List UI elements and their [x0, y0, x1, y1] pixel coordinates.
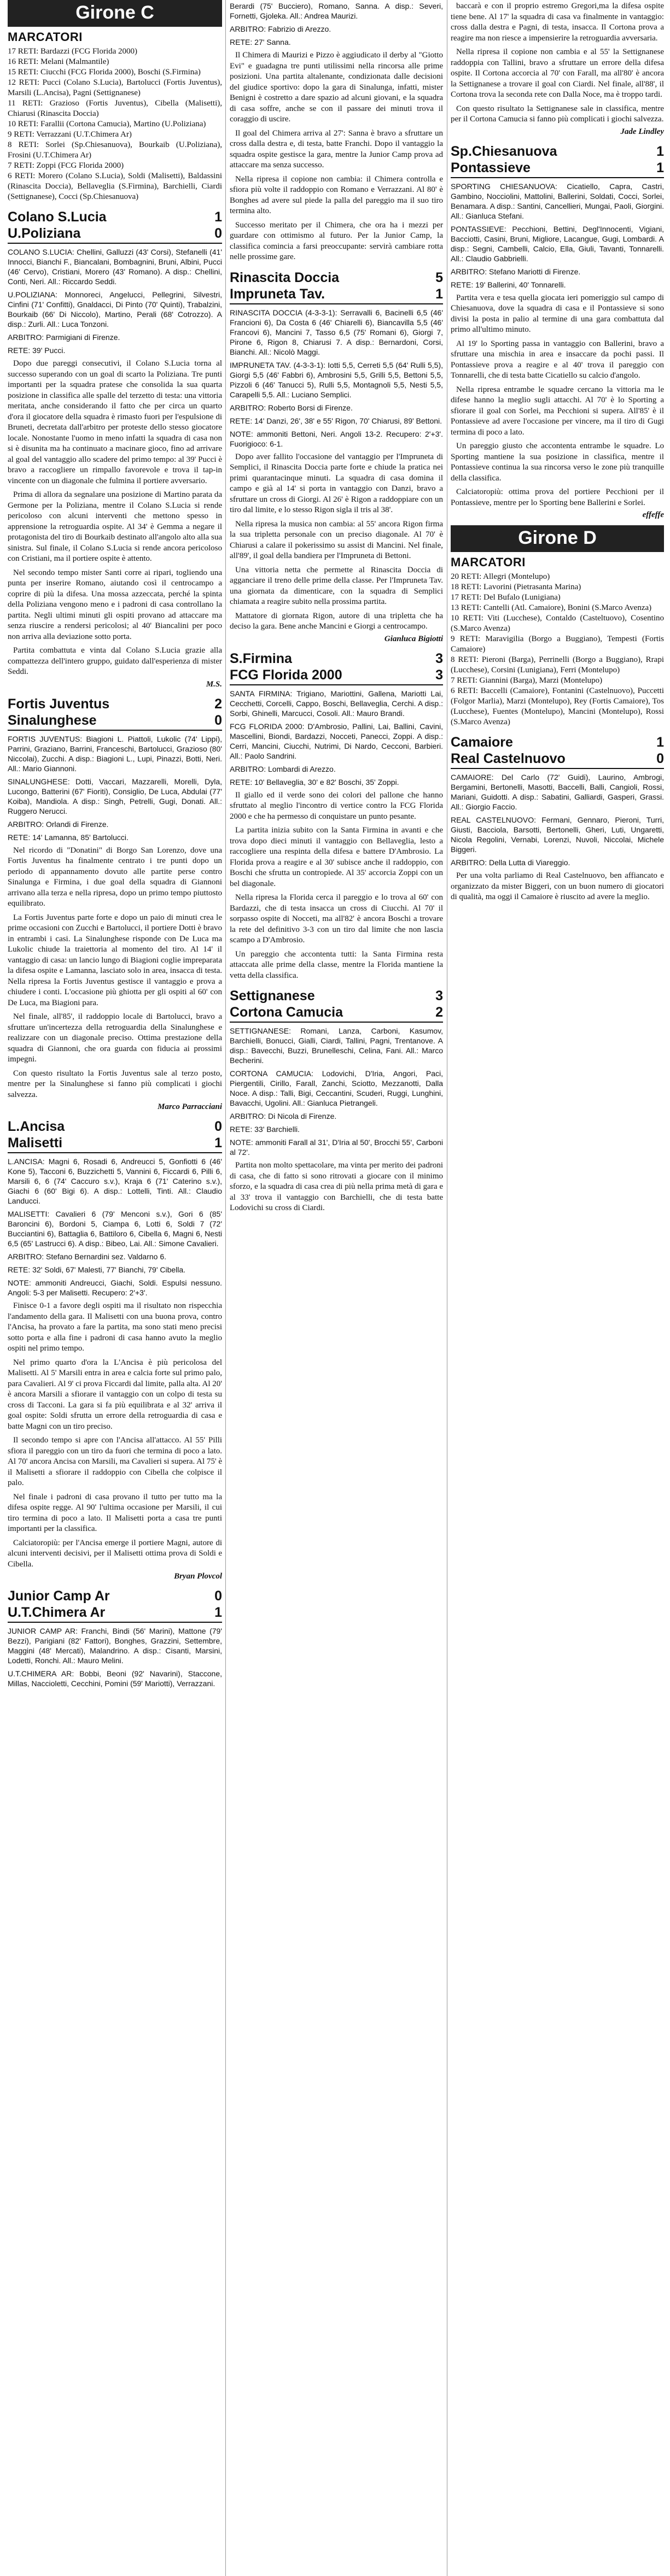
away-team-row [8, 225, 222, 244]
goals: RETE: 32' Soldi, 67' Malesti, 77' Bianchi, 79' Cibella. [8, 1265, 186, 1274]
home-lineup: JUNIOR CAMP AR: Franchi, Bindi (56' Marini), Mattone (79' Bezzi), Parigiani (82' Fattori), Bonghes, Grazzini, Settembre, Maggini (48' Mercati), Malandrino. A disp.: Cisanti, Marsini, Lodetti, Ronchi. All.: Mauro Melini. [8, 1627, 222, 1665]
away-score: 1 [214, 1135, 222, 1151]
marcatori-item: 18 RETI: Lavorini (Pietrasanta Marina) [451, 583, 581, 591]
home-lineup: RINASCITA DOCCIA (4-3-3-1): Serravalli 6, Bacinelli 6,5 (46' Francioni 6), Da Costa 6 (46' Chiarelli 6), Biancavilla 5,5 (46' Francovi 6), Mancini 7, Tasso 6,5 (75' Romani 6), Giorgi 7, Pirone 6, Rigon 8, Chiarusi 7. A disp.: Bernardoni, Corsi, Bianchi. All.: Nicolò Maggi. [230, 308, 443, 356]
away-team-row [451, 160, 664, 178]
home-score: 5 [435, 269, 443, 285]
author-signature: M.S. [206, 679, 222, 689]
report-paragraph: Un pareggio giusto che accontenta entrambe le squadre. Lo Sporting mantiene la sua posizione in classifica, mentre il Pontassieve continua la sua rincorsa verso le zone più tranquille della classifica. [451, 442, 664, 483]
report-paragraph: Per una volta parliamo di Real Castelnuovo, ben affiancato e organizzato da mister Biggeri, con un buon numero di giocatori di qualità, ma oggi il Camaiore è riuscito ad avere la meglio. [451, 871, 664, 901]
home-team: Fortis Juventus [8, 696, 110, 712]
home-score: 2 [214, 696, 222, 712]
away-team: Cortona Camucia [230, 1005, 343, 1020]
home-score: 1 [656, 735, 664, 750]
home-team-row [230, 650, 443, 667]
column-middle [230, 0, 443, 2576]
home-team-row [8, 209, 222, 225]
referee: ARBITRO: Orlandi di Firenze. [8, 819, 109, 829]
marcatori-item: 12 RETI: Pucci (Colano S.Lucia), Bartolucci (Fortis Juventus), Marsili (L.Ancisa), Pagni (Settignanese) [8, 78, 222, 97]
away-lineup: U.POLIZIANA: Monnoreci, Angelucci, Pellegrini, Silvestri, Cinfini (71' Confitti), Gnaldacci, Di Pinto (70' Quinti), Trabalzini, Bourkaib (66' Di Niccolo), Martino, Perali (68' Cotrozzo). A disp.: Zurli. All.: Luca Tonzoni. [8, 290, 222, 328]
report-paragraph: Nel finale i padroni di casa provano il tutto per tutto ma la difesa ospite regge. Al 90' l'ultima occasione per Marsili, il cui tiro termina di poco a lato. Il Malisetti porta a casa tre punti importanti per la classifica. [8, 1492, 222, 1533]
report-paragraph: Partita combattuta e vinta dal Colano S.Lucia grazie alla compattezza dell'intero gruppo, guidato dall'esperienza di mister Seddi. [8, 646, 222, 676]
goals: RETE: 39' Pucci. [8, 346, 66, 355]
marcatori-item: 11 RETI: Grazioso (Fortis Juventus), Cibella (Malisetti), Chiarusi (Rinascita Doccia) [8, 99, 222, 118]
home-lineup: SETTIGNANESE: Romani, Lanza, Carboni, Kasumov, Barchielli, Bonucci, Gialli, Ciardi, Tallini, Pagni, Trentanove. A disp.: Bavecchi, Buzzi, Brunelleschi, Celina, Fani. All.: Marco Becherini. [230, 1026, 443, 1065]
away-lineup: CORTONA CAMUCIA: Lodovichi, D'Iria, Angori, Paci, Piergentili, Cirillo, Farall, Zanchi, Sciotto, Mezzanotti, Dalla Noce. A disp.: Talli, Bigi, Ceccantini, Scuderi, Ruggi, Lunghini, Bavacchi, Ugolini. All.: Gianluca Pietrangeli. [230, 1069, 443, 1107]
match-report [230, 650, 443, 982]
away-team-row [230, 667, 443, 685]
referee: ARBITRO: Lombardi di Arezzo. [230, 764, 336, 773]
away-team: Sinalunghese [8, 712, 97, 728]
goals: RETE: 10' Bellaveglia, 30' e 82' Boschi, 35' Zoppi. [230, 777, 399, 787]
marcatori-title: MARCATORI [8, 30, 83, 44]
report-paragraph: Nella ripresa la musica non cambia: al 55' ancora Rigon firma la sua tripletta personale con un preciso diagonale. Al 70' è Chiarusi a calare il pokerissimo su assist di Mancini. Nel finale, all'89', il goal della bandiera per l'Impruneta di Bettoni. [230, 519, 443, 560]
home-team-row [451, 734, 664, 750]
marcatori-item: 8 RETI: Pieroni (Barga), Perrinelli (Borgo a Buggiano), Rrapi (Lucchese), Corsini (Lunigiana), Ferri (Montelupo) [451, 655, 664, 674]
goals: RETE: 19' Ballerini, 40' Tonnarelli. [451, 280, 566, 289]
away-lineup: IMPRUNETA TAV. (4-3-3-1): Iotti 5,5, Cerreti 5,5 (64' Rulli 5,5), Giorgi 5,5 (46' Fabbri 6), Ambrosini 5,5, Grilli 5,5, Bettoni 5,5, Pizzoli 6 (46' Tanucci 5), Rulli 5,5, Montagnoli 5,5, Nesti 5,5, Carapelli 5,5. All.: Luciano Semplici. [230, 360, 443, 399]
home-team: Colano S.Lucia [8, 209, 107, 225]
home-lineup: SANTA FIRMINA: Trigiano, Mariottini, Gallena, Mariotti Lai, Cecchetti, Corcelli, Cappo, Boschi, Bellaveglia, Cerchi. A disp.: Sorbi, Ghinelli, Marcucci, Cosoli. All.: Mauro Brandi. [230, 689, 443, 718]
author-signature: Jade Lindley [620, 127, 664, 136]
report-paragraph: Dopo due pareggi consecutivi, il Colano S.Lucia torna al successo superando con un goal di scarto la Poliziana. Tre punti importanti per la squadra pratese che consolida la sua quarta posizione in classifica alle spalle del terzetto di testa: una vittoria meritata, anche considerando il fatto che per circa un quarto d'ora il giocatore della squadra è rimasto fuori per l'espulsione di Bruneti, decretata dall'arbitro per proteste dello stesso giocatore locale. Nonostante l'uomo in meno infatti la squadra di casa non si è disunita ma ha continuato a macinare gioco, fino ad arrivare al goal del vantaggio allo scadere del primo tempo: al 39' Pucci è bravo a raccogliere un rimpallo favorevole e trova il tap-in vincente con un diagonale che fulmina il portiere avversario. [8, 359, 222, 485]
report-paragraph: Il secondo tempo si apre con l'Ancisa all'attacco. Al 55' Pilli sfiora il pareggio con un tiro da fuori che termina di poco a lato. Al 70' ancora Ancisa con Marsili, ma Cavalieri si supera. Al 75' è il Malisetti a sfiorare il raddoppio con Cibella che colpisce il palo. [8, 1436, 222, 1487]
report-paragraph: Calciatoropiù: ottima prova del portiere Pecchioni per il Pontassieve, mentre per lo Sporting bene Ballerini e Sorlei. [451, 488, 664, 507]
referee: ARBITRO: Roberto Borsi di Firenze. [230, 403, 353, 412]
home-team: Sp.Chiesanuova [451, 143, 557, 159]
column-divider [225, 0, 226, 2576]
home-score: 0 [214, 1119, 222, 1134]
column-right [451, 0, 664, 2576]
home-score: 3 [435, 650, 443, 666]
girone-banner: Girone C [8, 0, 222, 27]
match-notes: NOTE: ammoniti Andreucci, Giachi, Soldi. Espulsi nessuno. Angoli: 5-3 per Malisetti. Recupero: 2'+3'. [8, 1278, 222, 1297]
report-paragraph: Partita non molto spettacolare, ma vinta per merito dei padroni di casa, che di fatto si sono ritrovati a giocare con il minimo sforzo, e la squadra di casa crea di più nella prima metà di gara e al 33' trova il vantaggio con Barchielli, che di testa batte Lodovichi su cross di Ciardi. [230, 1161, 443, 1212]
goals: RETE: 14' Lamanna, 85' Bartolucci. [8, 832, 129, 842]
match-report [8, 1588, 222, 1688]
away-team: Impruneta Tav. [230, 286, 325, 302]
away-score: 1 [214, 1605, 222, 1620]
marcatori-item: 7 RETI: Giannini (Barga), Marzi (Montelupo) [451, 676, 603, 685]
lineup-continued: Berardi (75' Bucciero), Romano, Sanna. A disp.: Severi, Fornetti, Gjoleka. All.: Andrea Maurizi. [230, 2, 443, 20]
report-paragraph: Nella ripresa il copione non cambia e al 55' la Settignanese raddoppia con Tallini, bravo a sfruttare un errore della difesa ospite. Il Cortona accorcia al 70' con Farall, ma all'80' è ancora la Settignanese a trovare il goal con Ciardi. Nel finale, all'88', il Cortona trova la seconda rete con Dalla Noce, ma è troppo tardi. [451, 48, 664, 99]
author-signature: effeffe [642, 510, 664, 519]
away-lineup: SINALUNGHESE: Dotti, Vaccari, Mazzarelli, Morelli, Dyla, Lucongo, Batterini (67' Fioriti), Consiglio, De Luca, Abdulai (77' Koiba), Mandiola. A disp.: Singh, Petrelli, Gugi, Donati. All.: Ruggero Nerucci. [8, 777, 222, 815]
home-team: L.Ancisa [8, 1119, 65, 1134]
report-paragraph: La Fortis Juventus parte forte e dopo un paio di minuti crea le prime occasioni con Zucchi e Bartolucci, il portiere Dotti è bravo in entrambi i casi. La Sinalunghese risponde con De Luca ma Lukolic chiude la traiettoria al momento del tiro. Al 14' il vantaggio di casa: un lancio lungo di Biagioni coglie impreparata la difesa ospite e Lamanna, lasciato solo in area, insacca di testa. Nella ripresa la Fortis Juventus gestisce il vantaggio e prova a chiudere i conti. L'occasione più ghiotta per gli ospiti al 60' con De Luca, ma Biagioni para. [8, 913, 222, 1007]
away-team: U.Poliziana [8, 226, 81, 241]
match-report [230, 269, 443, 644]
author-signature: Bryan Plovcol [174, 1572, 222, 1581]
home-team: Settignanese [230, 988, 315, 1004]
report-paragraph: Un pareggio che accontenta tutti: la Santa Firmina resta attaccata alle prime della classe, mentre la Florida mantiene la vetta della classifica. [230, 949, 443, 980]
away-team-row [230, 1004, 443, 1023]
away-team-row [8, 1604, 222, 1623]
report-paragraph: Al 19' lo Sporting passa in vantaggio con Ballerini, bravo a sfruttare una mischia in area e insaccare da pochi passi. Il Pontassieve prova a reagire e al 40' trova il pareggio con Tonnarelli, che di testa batte Cicatiello su calcio d'angolo. [451, 339, 664, 380]
away-lineup: FCG FLORIDA 2000: D'Ambrosio, Pallini, Lai, Ballini, Cavini, Mascellini, Biondi, Bardazzi, Nocceti, Panecci, Zoppi. A disp.: Cerri, Mancini, Ciucchi, Nutrimi, Di Nardo, Cecconi, Barbieri. All.: Paolo Sandrini. [230, 721, 443, 760]
away-lineup: REAL CASTELNUOVO: Fermani, Gennaro, Pieroni, Turri, Giusti, Bacciola, Barsotti, Bertonelli, Gheri, Luti, Ungaretti, Nicola Regolini, Vernabi, Lorenzi, Nuvoli, Niccolai, Michele Biggeri. [451, 815, 664, 854]
referee: ARBITRO: Di Nicola di Firenze. [230, 1112, 337, 1120]
away-team: FCG Florida 2000 [230, 667, 342, 683]
match-report [230, 988, 443, 1214]
report-paragraph: baccarà e con il proprio estremo Gregori,ma la difesa ospite tiene bene. Al 17' la squadra di casa va finalmente in vantaggio: cross dalla destra e Pagni, di testa, insacca. Il Cortona prova a reagire ma non riesce a impensierire la retroguardia avversaria. [451, 2, 664, 43]
report-paragraph: Finisce 0-1 a favore degli ospiti ma il risultato non rispecchia l'andamento della gara. Il Malisetti con una buona prova, contro l'Ancisa, ha provato a fare la partita, ma sono stati meno precisi sotto porta e alla fine i padroni di casa hanno avuto la meglio ospiti nel primo tempo. [8, 1301, 222, 1353]
report-paragraph: La partita inizia subito con la Santa Firmina in avanti e che trova dopo dieci minuti il vantaggio con Bellaveglia, lesto a raccogliere una respinta della difesa e battere D'Ambrosio. La Florida prova a reagire e al 30' subisce anche il raddoppio, con Boschi che sfrutta un contropiede. Al 35' accorcia Zoppi con un bel diagonale. [230, 826, 443, 888]
away-team-row [451, 750, 664, 769]
report-paragraph: Nella ripresa entrambe le squadre cercano la vittoria ma le difese hanno la meglio sugli attacchi. Al 70' è lo Sporting a sfiorare il goal con Sorlei, ma Pecchioni si supera. All'85' è il Pontassieve ad avere l'occasione per vincere, ma il tiro di Gugi termina di poco a lato. [451, 385, 664, 437]
report-paragraph: Il Chimera di Maurizi e Pizzo è aggiudicato il derby al "Giotto Evi" e guadagna tre punti utilissimi nella rincorsa alle prime posizioni. Una partita altalenante, condizionata dalle decisioni del giudice sportivo: dopo la gara di Sinalunga, infatti, mister Benigni è costretto a dare spazio ad alcuni giovani, e la squadra di casa soffre, anche se con il passare dei minuti trova il coraggio di uscire. [230, 51, 443, 124]
marcatori-item: 8 RETI: Sorlei (Sp.Chiesanuova), Bourkaib (U.Poliziana), Frosini (U.T.Chimera Ar) [8, 140, 222, 160]
away-score: 0 [214, 226, 222, 241]
match-report [451, 734, 664, 903]
report-paragraph: Nel ricordo di "Donatini" di Borgo San Lorenzo, dove una Fortis Juventus ha finalmente centrato i tre punti dopo un periodo di appannamento dovuto alle partite perse contro Sinalunga e Firmina, i due goal della squadra di Giannoni arrivano alla terza e nella ripresa, dopo un primo tempo piuttosto equilibrato. [8, 846, 222, 908]
marcatori-item: 9 RETI: Maravigilia (Borgo a Buggiano), Tempesti (Fortis Camaiore) [451, 635, 664, 654]
away-team-row [230, 286, 443, 304]
away-score: 1 [435, 286, 443, 302]
goals: RETE: 27' Sanna. [230, 38, 291, 46]
marcatori-list [451, 572, 664, 727]
home-team: Camaiore [451, 735, 513, 750]
report-paragraph: Mattatore di giornata Rigon, autore di una tripletta che ha deciso la gara. Bene anche Mancini e Giorgi a centrocampo. [230, 611, 443, 631]
home-lineup: SPORTING CHIESANUOVA: Cicatiello, Capra, Castri, Gambino, Nocciolini, Mattolini, Ballerini, Soldati, Cocci, Sorlei, Benamara. A disp.: Santini, Cancellieri, Mungai, Paoli, Giorgini. All.: Gianluca Stefani. [451, 181, 664, 220]
report-paragraph: Successo meritato per il Chimera, che ora ha i mezzi per guardare con ottimismo al futuro. Per la Junior Camp, la classifica comincia a farsi preoccupante: servirà cambiare rotta nelle prossime gare. [230, 220, 443, 261]
report-paragraph: Con questo risultato la Settignanese sale in classifica, mentre per il Cortona Camucia si fanno più complicati i giochi salvezza. [451, 104, 664, 124]
home-lineup: COLANO S.LUCIA: Chellini, Galluzzi (43' Corsi), Stefanelli (41' Innocci, Bianchi F., Biancalani, Bombagnini, Bruni, Albini, Pucci (46' Cervo), Cristiani, Morero (43' Romano). A disp.: Chellini, Conti, Neri. All.: Riccardo Seddi. [8, 248, 222, 286]
marcatori-item: 10 RETI: Farallii (Cortona Camucia), Martino (U.Poliziana) [8, 120, 206, 128]
away-score: 3 [435, 667, 443, 683]
away-lineup: U.T.CHIMERA AR: Bobbi, Beoni (92' Navarini), Staccone, Millas, Naccioletti, Cecchini, Pomini (59' Mariotti), Verrazzani. [8, 1669, 222, 1688]
referee: ARBITRO: Parmigiani di Firenze. [8, 333, 120, 342]
away-score: 2 [435, 1005, 443, 1020]
away-score: 0 [656, 751, 664, 766]
match-report [8, 1118, 222, 1581]
home-team-row [8, 1118, 222, 1135]
away-team-row [8, 1135, 222, 1153]
referee: ARBITRO: Stefano Bernardini sez. Valdarno 6. [8, 1252, 166, 1261]
report-paragraph: Nella ripresa la Florida cerca il pareggio e lo trova al 60' con Bardazzi, che di testa insacca un cross di Ciucchi. Al 70' il sorpasso ospite di Nocceti, ma all'82' è ancora Boschi a trovare la rete del definitivo 3-3 con un tiro dal limite che non lascia scampo a D'Ambrosio. [230, 893, 443, 944]
home-team: Junior Camp Ar [8, 1588, 110, 1604]
report-paragraph: Nel primo quarto d'ora la L'Ancisa è più pericolosa del Malisetti. Al 5' Marsili entra in area e calcia forte sul primo palo, para Cavalieri. Al 9' ci prova Ficcardi dal limite, palla alta. Al 20' è ancora Marsili a sfiorare il vantaggio con un colpo di testa su cross di Tacconi. La gara si fa più equilibrata e al 32' arriva il goal ospite: Soldi sfrutta un errore della retroguardia di casa e batte Magni con un tiro preciso. [8, 1358, 222, 1431]
report-paragraph: Dopo aver fallito l'occasione del vantaggio per l'Impruneta di Semplici, il Rinascita Doccia parte forte e chiude la pratica nei primi quarantacinque minuti. La squadra di casa domina il campo e già al 14' si porta in vantaggio con Danzi, bravo a sfruttare un cross di Giorgi. Al 26' è Rigon a raddoppiare con un tiro dal limite, e lo stesso Rigon sigla il tris al 38'. [230, 452, 443, 514]
author-signature: Gianluca Bigiotti [384, 634, 443, 643]
away-team-row [8, 712, 222, 731]
report-paragraph: Il giallo ed il verde sono dei colori del pallone che hanno sfruttato al meglio l'incontro di vertice contro la FCG Florida 2000 e che ha permesso di conquistare un punto pesante. [230, 790, 443, 821]
report-paragraph: Nel finale, all'85', il raddoppio locale di Bartolucci, bravo a sfruttare un'incertezza della retroguardia della Sinalunghese e realizzare con un diagonale preciso. Ottima prestazione della squadra di Giannoni, che ora guarda con fiducia ai prossimi impegni. [8, 1012, 222, 1064]
home-team-row [8, 696, 222, 712]
home-team-row [230, 988, 443, 1004]
away-lineup: MALISETTI: Cavalieri 6 (79' Menconi s.v.), Gori 6 (85' Baroncini 6), Bordoni 5, Ciampa 6, Lotti 6, Soldi 7 (72' Bucciantini 6), Battaglia 6, Battiloro 6, Cibella 6, Magni 6, Nesti 6,5 (65' Lastrucci 6). A disp.: Bibeo, Lai. All.: Simone Cavalieri. [8, 1210, 222, 1248]
home-score: 1 [656, 143, 664, 159]
marcatori-item: 6 RETI: Baccelli (Camaiore), Fontanini (Castelnuovo), Puccetti (Folgor Marlia), Marzi (Montelupo), Rey (Fortis Camaiore), Tos (Lucchese), Fuentes (Montelupo), Mancini (Montelupo), Rossi (S.Marco Avenza) [451, 686, 664, 726]
away-team: U.T.Chimera Ar [8, 1605, 106, 1620]
away-score: 0 [214, 712, 222, 728]
home-lineup: CAMAIORE: Del Carlo (72' Guidi), Laurino, Ambrogi, Bergamini, Bertonelli, Masotti, Baccelli, Balli, Cangioli, Rossi, Mariani, Guidotti. A disp.: Sabatini, Galliardi, Gasperi, Grassi. All.: Giorgio Faccio. [451, 773, 664, 811]
column-left [8, 0, 222, 2576]
match-notes: NOTE: ammoniti Bettoni, Neri. Angoli 13-2. Recupero: 2'+3'. Fuorigioco: 6-1. [230, 429, 443, 448]
home-team-row [8, 1588, 222, 1604]
marcatori-item: 17 RETI: Del Bufalo (Lunigiana) [451, 593, 561, 602]
referee: ARBITRO: Della Lutta di Viareggio. [451, 858, 570, 867]
away-team: Real Castelnuovo [451, 751, 566, 766]
report-paragraph: Nel secondo tempo mister Santi corre ai ripari, togliendo una punta per inserire Romano, aiutando così il centrocampo a coprire di più la difesa. Una mossa azzeccata, perché la spinta della Poliziana vengono meno e i padroni di casa controllano la partita. Negli ultimi minuti gli ospiti provano ad attaccare ma senza riuscire a rendersi pericolosi; al 40' Biancalini per poco non arriva alla deviazione sotto porta. [8, 568, 222, 641]
home-team: S.Firmina [230, 650, 292, 666]
referee: ARBITRO: Stefano Mariotti di Firenze. [451, 267, 581, 276]
match-report-continued [451, 1, 664, 137]
home-team-row [451, 143, 664, 160]
marcatori-item: 7 RETI: Zoppi (FCG Florida 2000) [8, 161, 124, 170]
marcatori-item: 13 RETI: Cantelli (Atl. Camaiore), Bonini (S.Marco Avenza) [451, 603, 652, 612]
marcatori-item: 20 RETI: Allegri (Montelupo) [451, 572, 550, 581]
marcatori-item: 16 RETI: Melani (Malmantile) [8, 57, 109, 66]
report-paragraph: Calciatoropiù: per l'Ancisa emerge il portiere Magni, autore di alcuni interventi decisivi, per il Malisetti ottima prova di Soldi e Cibella. [8, 1538, 222, 1569]
marcatori-item: 10 RETI: Viti (Lucchese), Contaldo (Casteltuovo), Cosentino (S.Marco Avenza) [451, 614, 664, 633]
away-lineup: PONTASSIEVE: Pecchioni, Bettini, Degl'Innocenti, Vigiani, Bacciotti, Casini, Bruni, Migliore, Lacangue, Gugi, Lombardi. A disp.: Segni, Cambelli, Calcio, Ella, Giuli, Tavanti, Tonnarelli. All.: Claudio Gabbrielli. [451, 224, 664, 263]
away-team: Malisetti [8, 1135, 63, 1151]
goals: RETE: 33' Barchielli. [230, 1125, 300, 1134]
marcatori-item: 9 RETI: Verrazzani (U.T.Chimera Ar) [8, 130, 132, 139]
home-lineup: FORTIS JUVENTUS: Biagioni L. Piattoli, Lukolic (74' Lippi), Parrini, Graziano, Barrini, Franceschi, Bartolucci, Grazioso (80' Niccolai), Zucchi. A disp.: Biagioni L., Lupi, Pinazzi, Botti, Neri. All.: Mario Giannoni. [8, 734, 222, 773]
marcatori-item: 6 RETI: Morero (Colano S.Lucia), Soldi (Malisetti), Baldassini (Rinascita Doccia), Bellaveglia (S.Firmina), Barchielli, Ciardi (Settignanese), Cocci (Sp.Chiesanuova) [8, 172, 222, 201]
girone-banner: Girone D [451, 525, 664, 552]
report-paragraph: Nella ripresa il copione non cambia: il Chimera controlla e sfiora più volte il raddoppio con Romano e Verrazzani. Al 80' è Bonghes ad avere sul piede la palla del pareggio ma il suo tiro termina alto. [230, 174, 443, 215]
match-report-continued [230, 1, 443, 263]
away-team: Pontassieve [451, 160, 531, 175]
home-score: 0 [214, 1588, 222, 1604]
report-paragraph: Partita vera e tesa quella giocata ieri pomeriggio sul campo di Chiesanuova, dove la squadra di casa e il Pontassieve si sono divisi la posta in palio al termine di una gara combattuta dal primo all'ultimo minuto. [451, 293, 664, 334]
match-notes: NOTE: ammoniti Farall al 31', D'Iria al 50', Brocchi 55', Carboni al 72'. [230, 1138, 443, 1157]
marcatori-list [8, 46, 222, 202]
home-lineup: L.ANCISA: Magni 6, Rosadi 6, Andreucci 5, Gonfiotti 6 (46' Kone 5), Tacconi 6, Buzzichetti 5, Vannini 6, Ficcardi 6, Pilli 6, Marsili 6, 6 (74' Caccuro s.v.), Kraja 6 (71' Caterino s.v.), Giachi 6 (60' Bigi 6). A disp.: Lottelli, Tinti. All.: Claudio Landucci. [8, 1157, 222, 1205]
report-paragraph: Prima di allora da segnalare una posizione di Martino parata da Germone per la Poliziana, mentre il Colano S.Lucia si rende pericoloso con alcuni interventi che mettono spesso in apprensione la retroguardia ospite. Al 34' è Gemma a negare il protagonista del tiro di Bourkaib destinato all'angolo alto alla sua sinistra. Sul finale, il Colano S.Lucia si rende ancora pericoloso con Cristiani, ma il portiere ospite è attento. [8, 490, 222, 563]
match-report [8, 696, 222, 1112]
home-score: 1 [214, 209, 222, 225]
report-paragraph: Il goal del Chimera arriva al 27': Sanna è bravo a sfruttare un cross dalla destra e, di testa, batte Franchi. Dopo il vantaggio la squadra ospite gestisce la gara, mentre la Junior Camp prova ad attaccare ma senza successo. [230, 128, 443, 169]
home-team-row [230, 269, 443, 286]
marcatori-item: 15 RETI: Ciucchi (FCG Florida 2000), Boschi (S.Firmina) [8, 68, 201, 77]
marcatori-title: MARCATORI [451, 555, 526, 569]
referee: ARBITRO: Fabrizio di Arezzo. [230, 25, 331, 33]
goals: RETE: 14' Danzi, 26', 38' e 55' Rigon, 70' Chiarusi, 89' Bettoni. [230, 416, 442, 425]
match-report [451, 143, 664, 520]
home-score: 3 [435, 988, 443, 1004]
match-report [8, 209, 222, 689]
away-score: 1 [656, 160, 664, 175]
marcatori-item: 17 RETI: Bardazzi (FCG Florida 2000) [8, 47, 138, 56]
author-signature: Marco Parracciani [158, 1102, 222, 1111]
report-paragraph: Una vittoria netta che permette al Rinascita Doccia di agganciare il treno delle prime della classe. Per l'Impruneta Tav. una giornata da dimenticare, con la squadra di Semplici chiamata a reagire subito nella prossima partita. [230, 565, 443, 606]
report-paragraph: Con questo risultato la Fortis Juventus sale al terzo posto, mentre per la Sinalunghese si fanno più complicati i giochi salvezza. [8, 1069, 222, 1099]
home-team: Rinascita Doccia [230, 269, 340, 285]
